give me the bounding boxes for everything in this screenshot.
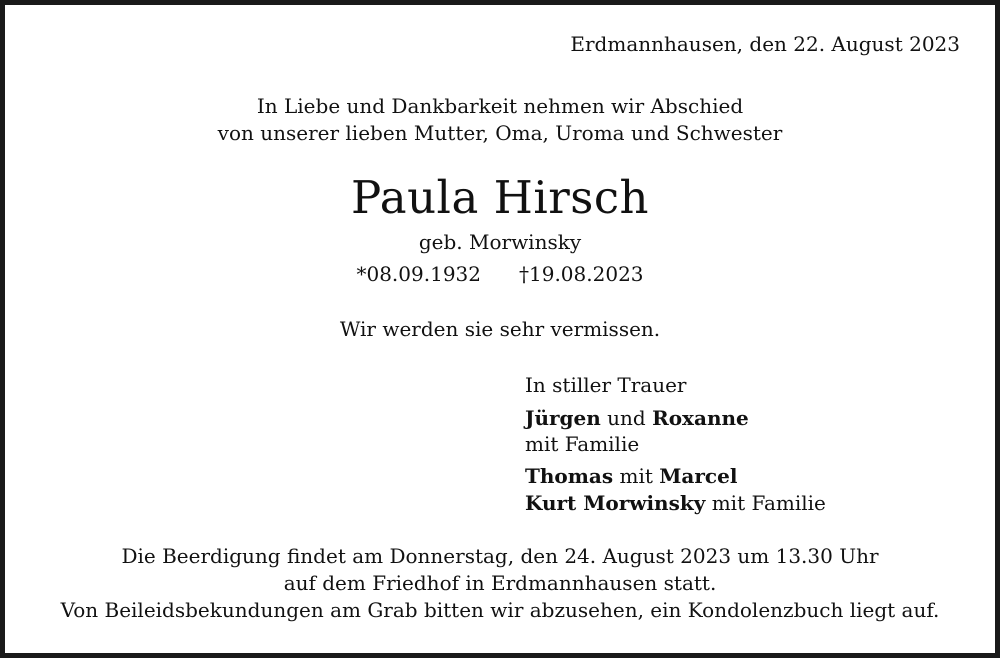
funeral-line-2: auf dem Friedhof in Erdmannhausen statt.: [283, 571, 717, 595]
death-date: †19.08.2023: [519, 262, 644, 286]
mourner-name: Kurt Morwinsky: [525, 491, 706, 515]
mourner-group-1: [525, 405, 749, 457]
funeral-details: [5, 543, 995, 624]
mourners-heading: In stiller Trauer: [525, 373, 687, 397]
mourner-name: Thomas: [525, 464, 614, 488]
mourner-joiner: und: [607, 406, 646, 430]
mourner-group-3: [525, 490, 826, 516]
farewell-message: Wir werden sie sehr vermissen.: [339, 317, 661, 341]
mourner-group-2: [525, 463, 737, 489]
intro-text: [5, 93, 995, 147]
mourner-name: Jürgen: [525, 406, 601, 430]
life-dates: [5, 262, 995, 286]
intro-line-2: von unserer lieben Mutter, Oma, Uroma und Schwester: [217, 121, 783, 145]
birth-date: *08.09.1932: [356, 262, 481, 286]
funeral-line-1: Die Beerdigung findet am Donnerstag, den 24. August 2023 um 13.30 Uhr: [121, 544, 879, 568]
mourner-joiner: mit: [619, 464, 653, 488]
mourner-name: Marcel: [659, 464, 738, 488]
deceased-name: Paula Hirsch: [350, 171, 650, 224]
place-date: Erdmannhausen, den 22. August 2023: [570, 32, 960, 56]
birth-name: geb. Morwinsky: [418, 230, 582, 254]
mourner-suffix: mit Familie: [525, 432, 640, 456]
mourner-name: Roxanne: [652, 406, 749, 430]
funeral-line-3: Von Beileidsbekundungen am Grab bitten wir abzusehen, ein Kondolenzbuch liegt auf.: [60, 598, 940, 622]
mourner-suffix: mit Familie: [711, 491, 826, 515]
intro-line-1: In Liebe und Dankbarkeit nehmen wir Abschied: [256, 94, 744, 118]
